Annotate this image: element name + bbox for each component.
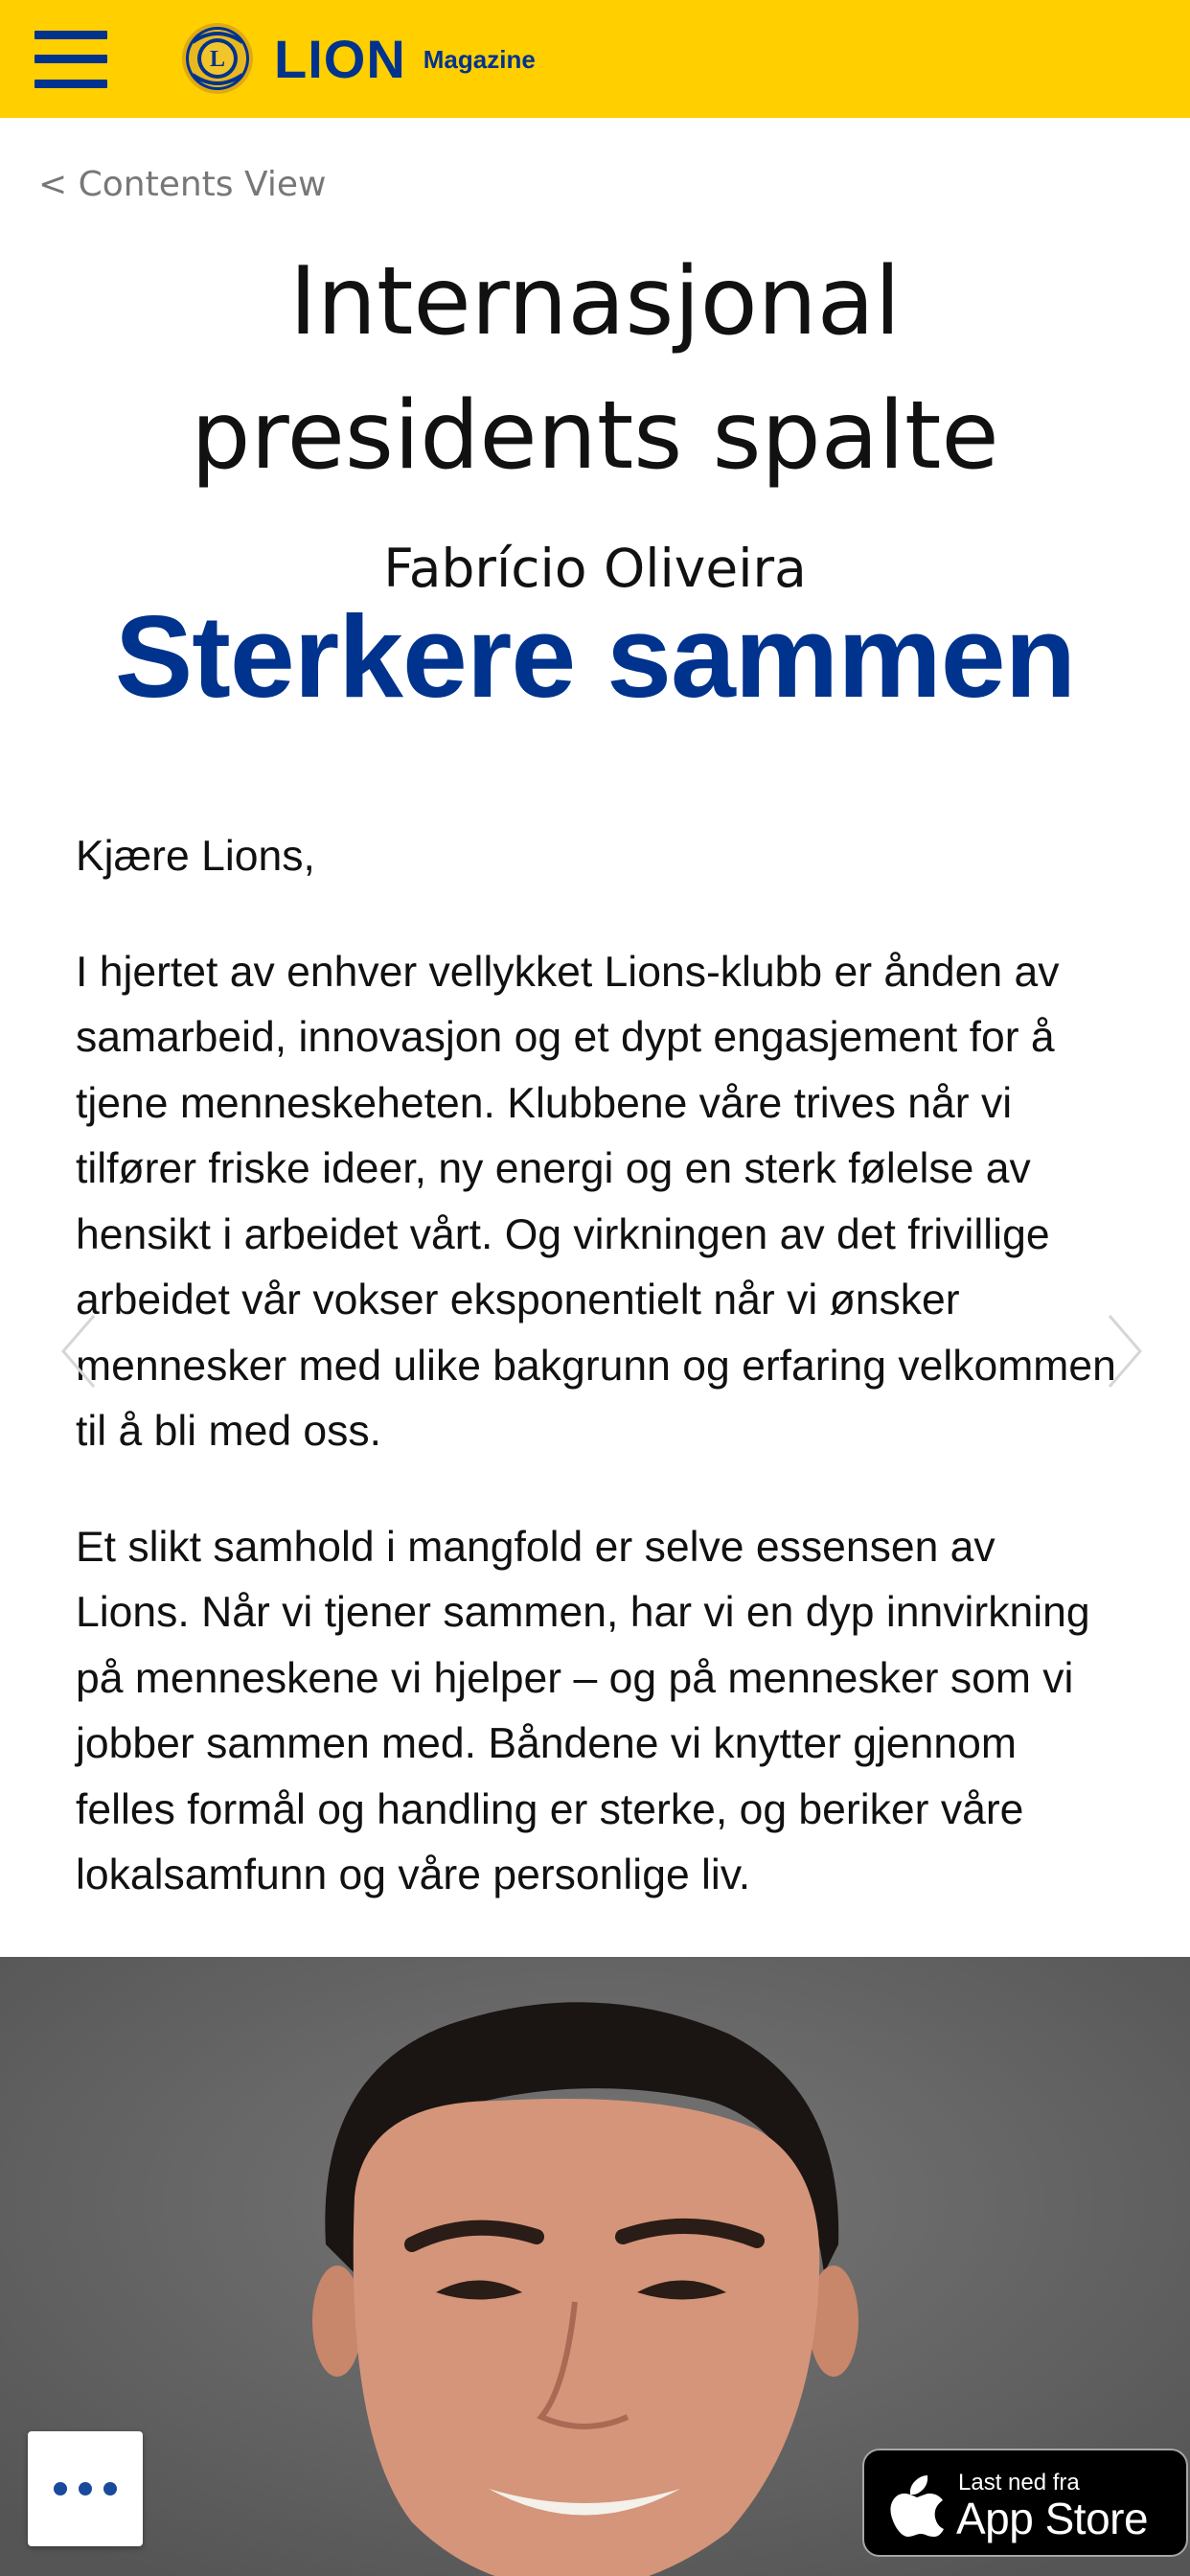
hamburger-menu-icon[interactable]: [34, 31, 107, 88]
top-bar: [0, 0, 1190, 118]
more-dots-icon: [54, 2482, 117, 2496]
more-options-button[interactable]: [28, 2431, 143, 2546]
brand-name: LION: [274, 28, 406, 89]
apple-logo-icon: [889, 2472, 945, 2537]
brand-logo[interactable]: [180, 21, 536, 96]
paragraph-2: Et slikt samhold i mangfold er selve essensen av Lions. Når vi tjener sammen, har vi en dyp innvirkning på menneskene vi hjelper – og på mennesker som vi jobber sammen med. Båndene vi knytter gjennom felles formål og handling er sterke, og beriker våre lokalsamfunn og våre personlige liv.: [76, 1523, 1090, 1898]
brand-subtitle: Magazine: [423, 44, 536, 74]
app-store-badge[interactable]: [862, 2449, 1188, 2557]
appstore-name: App Store: [956, 2494, 1149, 2543]
contents-view-link[interactable]: < Contents View: [38, 165, 327, 204]
title-line-2: presidents spalte: [191, 381, 999, 491]
chevron-right-icon[interactable]: [1100, 1308, 1148, 1394]
paragraph-1: I hjertet av enhver vellykket Lions-klubb er ånden av samarbeid, innovasjon og et dypt engasjement for å tjene menneskeheten. Klubbene våre trives når vi tilfører friske ideer, ny energi og en sterk følelse av hensikt i arbeidet vårt. Og virkningen av det frivillige arbeidet vår vokser eksponentielt når vi ønsker mennesker med ulike bakgrunn og erfaring velkommen til å bli med oss.: [76, 948, 1116, 1455]
author-name: Fabrício Oliveira: [383, 538, 807, 599]
svg-text:L: L: [209, 47, 226, 72]
greeting: Kjære Lions,: [76, 833, 315, 880]
page-title: [57, 235, 1133, 503]
title-line-1: Internasjonal: [288, 247, 902, 356]
article-body: [76, 824, 1120, 1959]
chevron-left-icon[interactable]: [56, 1308, 103, 1394]
appstore-download-label: Last ned fra: [958, 2470, 1080, 2496]
lions-club-emblem-icon: [180, 21, 255, 96]
article-headline: Sterkere sammen: [114, 591, 1076, 722]
